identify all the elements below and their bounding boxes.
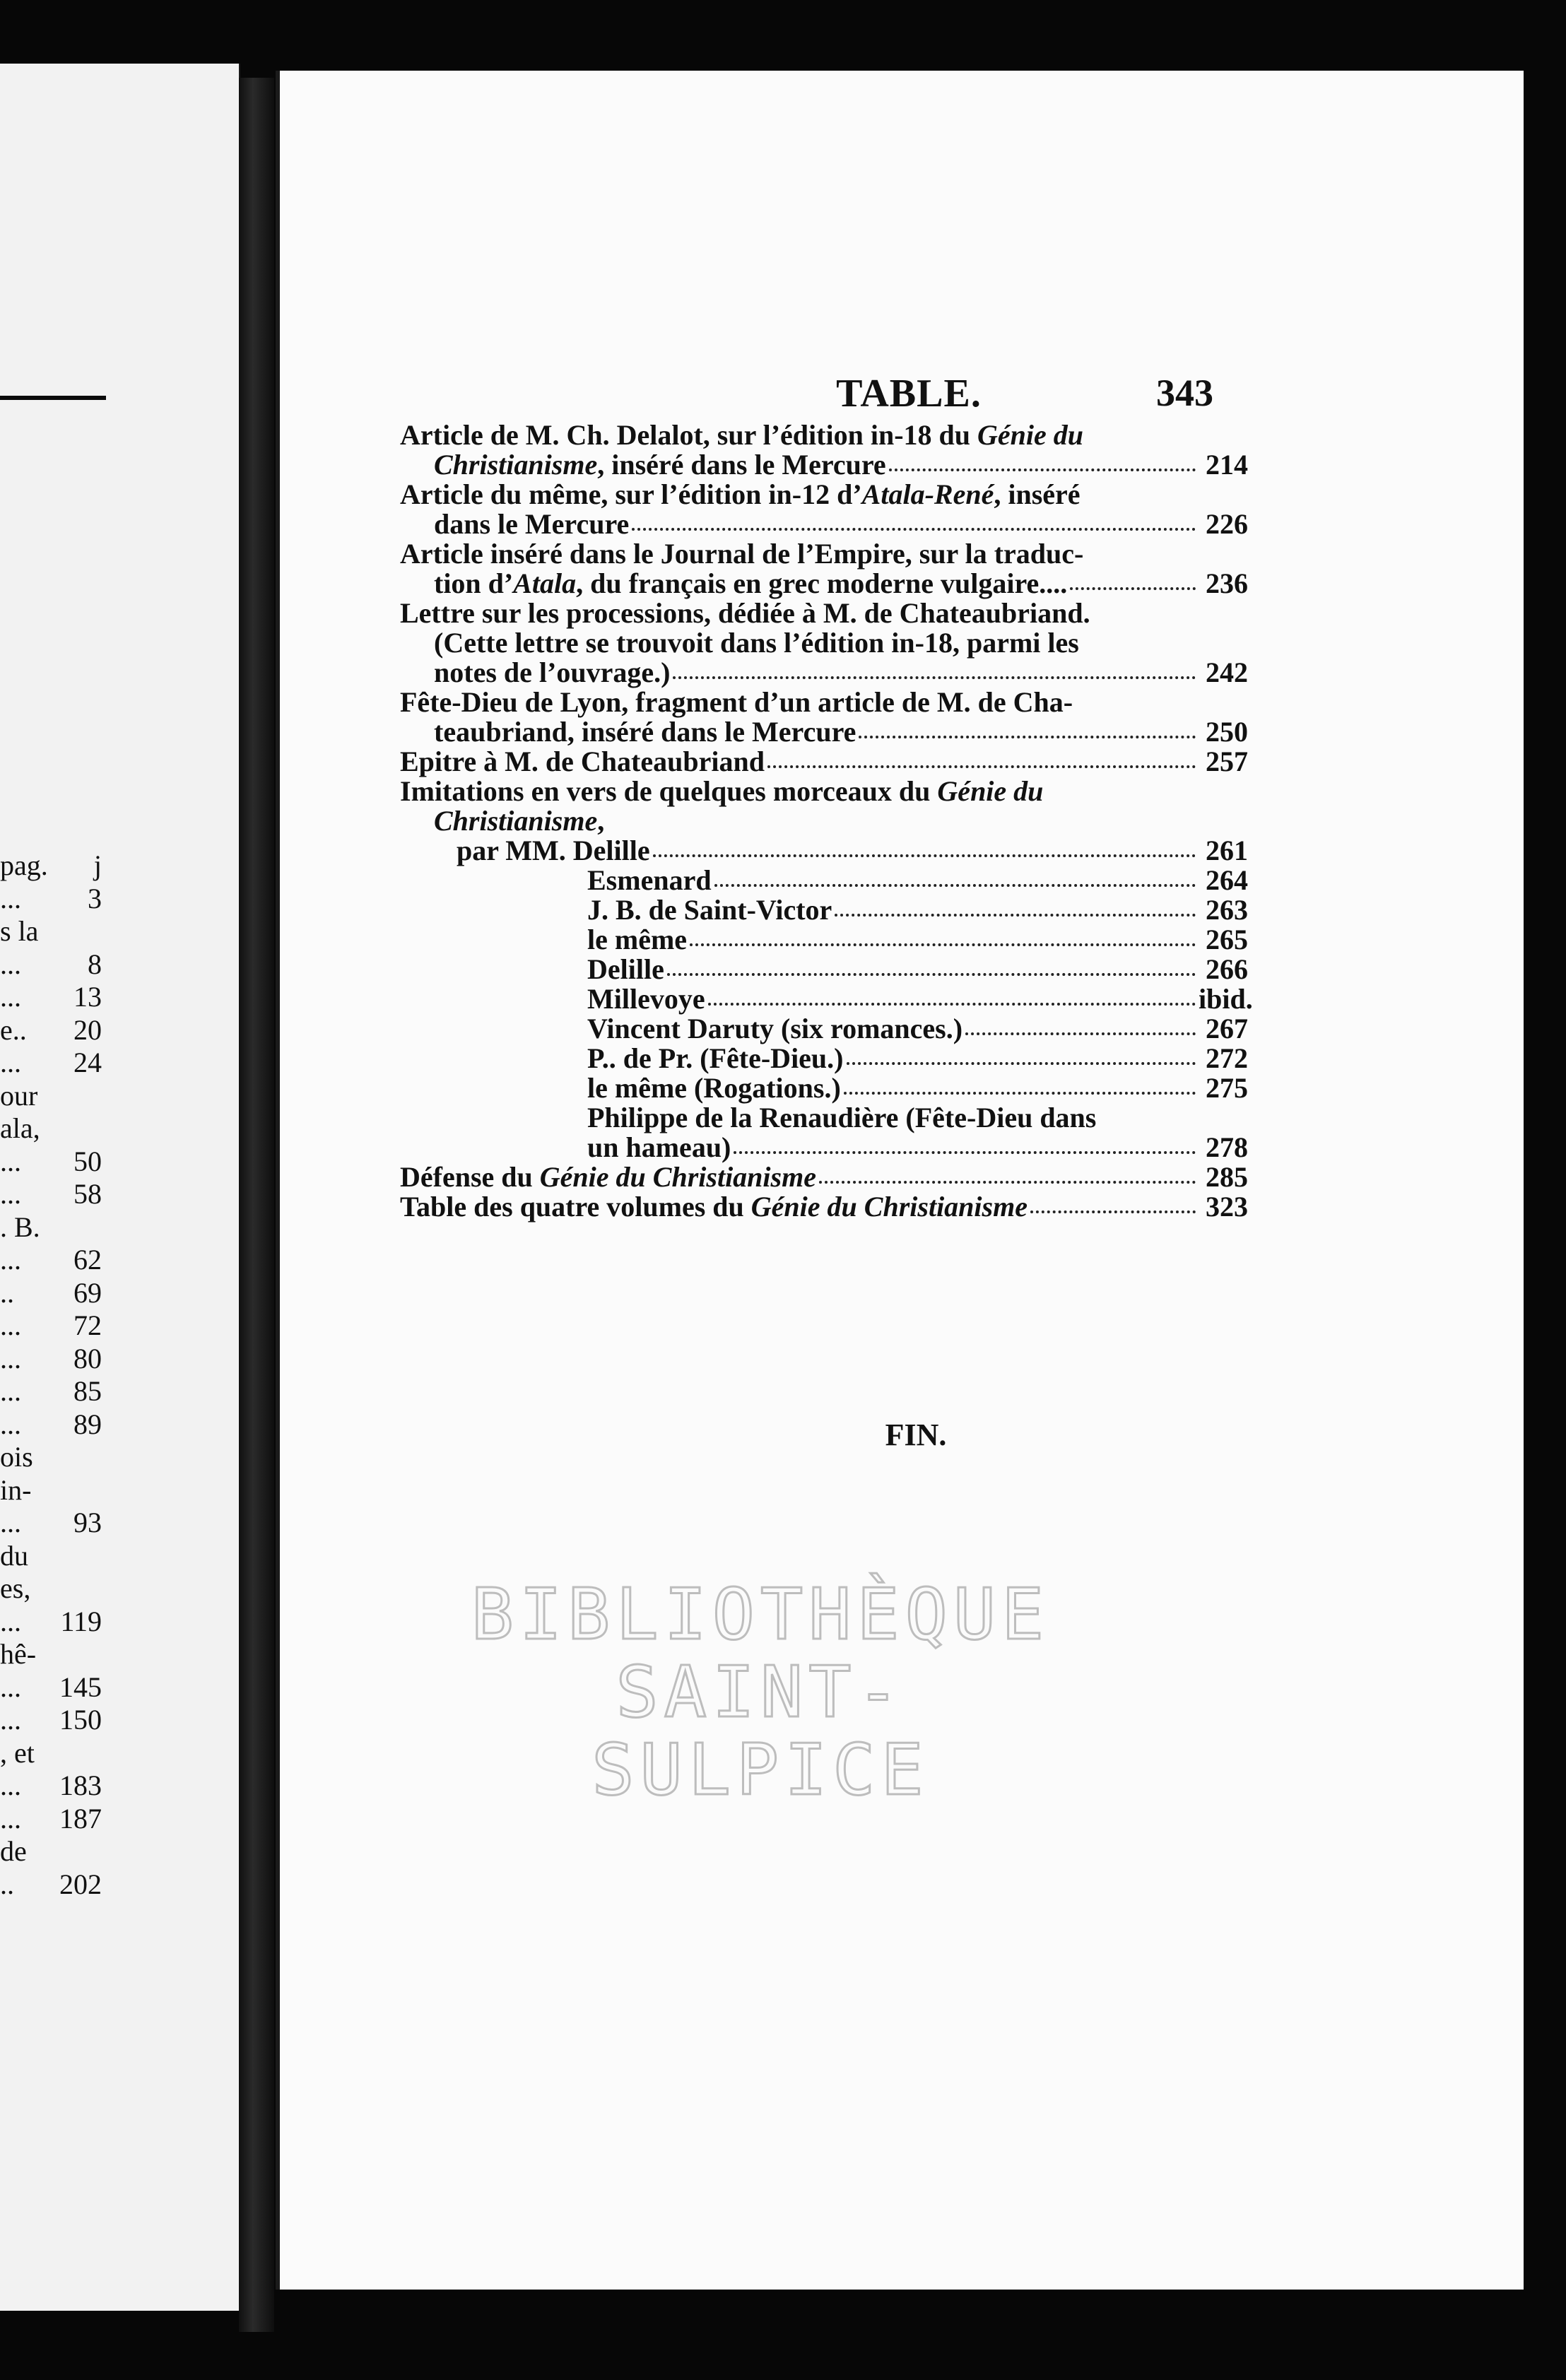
toc-text-part: tion d’ [434,567,514,599]
toc-line [400,1162,1248,1192]
left-line-page-number: 183 [59,1769,102,1801]
toc-entry [400,866,1248,895]
left-line-page-number: 13 [73,981,102,1013]
left-line-text: hê- [0,1638,37,1670]
toc-text-part: , [597,805,605,837]
leader-dots [835,914,1196,917]
left-line-page-number: 202 [59,1868,102,1900]
toc-line [400,658,1248,688]
left-line-page-number: 93 [73,1507,102,1538]
toc-title-italic: Christianisme [434,805,598,837]
left-page-line [0,1801,106,1837]
toc-text-part: dans le Mercure [434,508,630,540]
leader-dots [653,854,1196,857]
left-facing-page [0,64,240,2311]
left-line-text: es, [0,1572,31,1604]
toc-entry-text [434,806,604,836]
left-line-page-number: 50 [73,1145,102,1177]
toc-title-italic: Atala-René [861,478,994,510]
table-of-contents [400,419,1253,1223]
toc-entry [400,747,1248,777]
toc-page-number: 266 [1206,953,1248,985]
left-line-page-number: 145 [59,1671,102,1703]
left-line-text: s la [0,915,39,947]
left-line-text: ... [0,1769,21,1801]
left-line-text: ... [0,1244,21,1276]
left-line-page-number: 58 [73,1178,102,1210]
left-page-line [0,1308,106,1343]
toc-entry-text [400,420,1083,450]
left-line-text: de [0,1835,27,1867]
left-page-line [0,1538,106,1574]
left-line-text: pag. [0,849,48,881]
leader-dots [819,1181,1196,1184]
toc-entry-text [400,480,1081,509]
leader-dots [847,1062,1196,1065]
toc-line [400,1073,1248,1103]
toc-line [400,866,1248,895]
toc-text-part: Article du même, sur l’édition in-12 d’ [400,478,862,510]
toc-text-part: Imitations en vers de quelques morceaux du [400,775,938,807]
leader-dots [844,1092,1196,1095]
left-page-line [0,1242,106,1278]
left-line-page-number: 20 [73,1013,102,1046]
toc-page-number: 226 [1206,508,1248,540]
left-line-text: du [0,1539,28,1572]
toc-title-italic: Génie du Christianisme [750,1191,1028,1223]
left-line-text: ala, [0,1112,40,1144]
toc-entry-text [400,599,1090,628]
left-page-line [0,1374,106,1409]
left-page-line [0,1637,106,1672]
left-line-page-number: 3 [88,882,102,914]
toc-entry-text [400,1162,816,1192]
left-page-line [0,1407,106,1442]
left-line-page-number: 80 [73,1342,102,1374]
page-header [280,364,1524,428]
leader-dots [1070,587,1196,590]
toc-entry [400,895,1248,925]
leader-dots [767,765,1196,768]
left-line-text: ... [0,1507,21,1538]
leader-dots [632,528,1196,531]
toc-page-number: 323 [1206,1191,1248,1223]
page-title: TABLE. [836,372,982,416]
left-page-line [0,881,106,917]
toc-text-part: Article inséré dans le Journal de l’Empire, sur la traduc- [400,538,1084,570]
left-page-line [0,848,106,883]
toc-line [400,599,1248,628]
leader-dots [859,736,1196,738]
toc-line [400,688,1248,717]
left-line-text: . B. [0,1210,40,1243]
toc-page-number: 267 [1206,1013,1248,1044]
toc-entry [400,1192,1248,1222]
toc-contributor: Philippe de la Renaudière (Fête-Dieu dans [587,1102,1097,1133]
book-gutter [239,78,274,2332]
toc-entry-text [400,777,1043,806]
toc-entry-text [457,836,650,866]
toc-line [400,539,1248,569]
toc-title-italic: Génie du [937,775,1044,807]
toc-text-part: notes de l’ouvrage.) [434,656,671,688]
left-page-line [0,1177,106,1212]
toc-contributor: J. B. de Saint-Victor [587,894,832,926]
toc-text-part: , inséré dans le Mercure [597,449,886,481]
toc-entry [400,925,1248,955]
left-page-line [0,1604,106,1639]
toc-entry-text [400,1192,1028,1222]
left-page-line [0,1768,106,1803]
toc-contributor: Delille [587,953,664,985]
toc-entry [400,955,1248,984]
left-line-text: ... [0,1802,21,1834]
toc-line [400,836,1248,866]
left-line-text: in- [0,1473,32,1506]
left-page-line [0,1867,106,1902]
left-line-page-number: 8 [88,948,102,980]
toc-text-part: Epitre à M. de Chateaubriand [400,746,765,777]
left-page-line [0,947,106,982]
toc-entry [400,1162,1248,1192]
left-line-text: , et [0,1736,35,1769]
toc-text-part: Fête-Dieu de Lyon, fragment d’un article de M. de Cha- [400,686,1073,718]
toc-entry-text [400,688,1073,717]
toc-contributor: Esmenard [587,864,712,896]
toc-entry [400,599,1248,688]
toc-text-part: Lettre sur les processions, dédiée à M. de Chateaubriand. [400,597,1090,629]
toc-page-number: 250 [1206,716,1248,748]
left-line-text: ois [0,1441,33,1473]
toc-line [400,955,1248,984]
toc-entry [400,1073,1248,1103]
left-line-text: ... [0,1408,21,1440]
left-line-text: ... [0,981,21,1013]
left-line-text: ... [0,1704,21,1736]
toc-contributor: Millevoye [587,983,705,1015]
leader-dots [734,1151,1196,1154]
toc-entry [400,1044,1248,1073]
left-line-page-number: 89 [73,1408,102,1440]
toc-page-number: 257 [1206,746,1248,777]
toc-entry [400,983,1253,1015]
toc-entry-text [400,539,1083,569]
left-line-page-number: 187 [59,1802,102,1834]
toc-page-number: 261 [1206,835,1248,866]
toc-page-number: 275 [1206,1072,1248,1104]
left-page-line [0,1834,106,1869]
left-page-line [0,1045,106,1080]
toc-entry [400,480,1248,539]
left-line-text: e.. [0,1013,27,1046]
left-page-line [0,1702,106,1738]
toc-text-part: Article de M. Ch. Delalot, sur l’édition in-18 du [400,419,978,451]
left-line-text: ... [0,948,21,980]
leader-dots [708,1003,1196,1006]
toc-line [400,480,1248,509]
left-page-line [0,914,106,949]
left-line-text: ... [0,1375,21,1407]
toc-entry [400,777,1248,836]
library-stamp [457,1573,1064,1811]
toc-text-part: teaubriand, inséré dans le Mercure [434,716,856,748]
toc-line [400,420,1248,450]
left-line-page-number: j [93,849,102,881]
toc-line [400,628,1248,658]
toc-contributor: le même [587,924,688,955]
left-line-page-number: 150 [59,1704,102,1736]
leader-dots [690,943,1196,946]
left-line-text: ... [0,1309,21,1341]
left-line-page-number: 85 [73,1375,102,1407]
leader-dots [889,469,1196,471]
toc-line [400,717,1248,747]
toc-text-part: Défense du [400,1161,540,1193]
toc-entry [400,539,1248,599]
toc-line [400,569,1248,599]
left-page-line [0,1276,106,1311]
toc-entry [400,688,1248,747]
toc-line [400,925,1248,955]
toc-text-part: , inséré [994,478,1081,510]
left-line-text: ... [0,1178,21,1210]
toc-entry-text: (Cette lettre se trouvoit dans l’édition in-18, parmi les [434,627,1079,659]
left-page-line [0,1111,106,1146]
toc-title-italic: Christianisme [434,449,598,481]
left-line-text: our [0,1079,38,1112]
left-page-line [0,979,106,1015]
page-number: 343 [1156,372,1213,414]
left-line-text: ... [0,1671,21,1703]
left-line-text: ... [0,882,21,914]
toc-line [400,895,1248,925]
toc-entry-text [434,658,670,688]
toc-line [400,1103,1248,1133]
toc-entry-text [434,509,629,539]
toc-text-part: , du français en grec moderne vulgaire.... [576,567,1068,599]
toc-contributor-cont: un hameau) [587,1131,731,1163]
toc-text-part: Table des quatre volumes du [400,1191,751,1223]
left-line-page-number: 69 [73,1276,102,1309]
left-page-line [0,1210,106,1245]
toc-page-number: ibid. [1199,983,1253,1015]
toc-page-number: 285 [1206,1161,1248,1193]
toc-line [400,747,1248,777]
toc-entry-text [434,450,886,480]
toc-page-number: 236 [1206,567,1248,599]
toc-line [400,983,1253,1015]
toc-line [400,509,1248,539]
left-page-line [0,1670,106,1705]
left-page-line [0,1078,106,1114]
left-line-page-number: 24 [73,1047,102,1078]
left-page-line [0,1013,106,1048]
left-line-text: ... [0,1047,21,1078]
leader-dots [965,1032,1196,1035]
toc-contributor: P.. de Pr. (Fête-Dieu.) [587,1042,844,1074]
left-page-rule [0,396,106,400]
leader-dots [1030,1210,1196,1213]
toc-page-number: 272 [1206,1042,1248,1074]
leader-dots [667,973,1196,976]
toc-page-number: 265 [1206,924,1248,955]
toc-entry-text [400,747,765,777]
left-page-line [0,1571,106,1606]
toc-title-italic: Atala [513,567,577,599]
toc-title-italic: Génie du [977,419,1084,451]
left-page-line [0,1439,106,1475]
left-line-page-number: 62 [73,1244,102,1276]
toc-page-number: 242 [1206,656,1248,688]
toc-line [400,777,1248,806]
left-line-text: .. [0,1868,14,1900]
left-page-line [0,1505,106,1540]
left-page-line [0,1144,106,1179]
toc-page-number: 278 [1206,1131,1248,1163]
leader-dots [673,676,1196,679]
toc-line [400,1044,1248,1073]
left-line-page-number: 72 [73,1309,102,1341]
toc-page-number: 263 [1206,894,1248,926]
toc-entry-text [434,717,856,747]
toc-line [400,806,1248,836]
left-line-text: ... [0,1145,21,1177]
toc-line [400,1192,1248,1222]
fin-label: FIN. [885,1418,947,1452]
toc-line [400,1014,1248,1044]
main-page [276,71,1524,2290]
toc-page-number: 214 [1206,449,1248,481]
toc-line [400,1133,1248,1162]
stamp-line-2: SAINT-SULPICE [591,1651,929,1811]
leader-dots [714,884,1196,887]
toc-line [400,450,1248,480]
toc-contributor: Vincent Daruty (six romances.) [587,1013,963,1044]
toc-contributor: le même (Rogations.) [587,1072,841,1104]
left-page-line [0,1341,106,1377]
left-line-page-number: 119 [60,1605,102,1637]
toc-entry [400,1103,1248,1162]
toc-entry [400,836,1248,866]
left-line-text: ... [0,1342,21,1374]
toc-page-number: 264 [1206,864,1248,896]
stamp-line-1: BIBLIOTHÈQUE [471,1573,1050,1656]
left-line-text: .. [0,1276,14,1309]
toc-entry-text [434,569,1067,599]
toc-entry [400,1014,1248,1044]
left-page-line [0,1473,106,1508]
toc-title-italic: Génie du Christianisme [539,1161,816,1193]
toc-entry [400,420,1248,480]
toc-text-part: par MM. Delille [457,835,650,866]
left-page-line [0,1736,106,1771]
left-line-text: ... [0,1605,21,1637]
